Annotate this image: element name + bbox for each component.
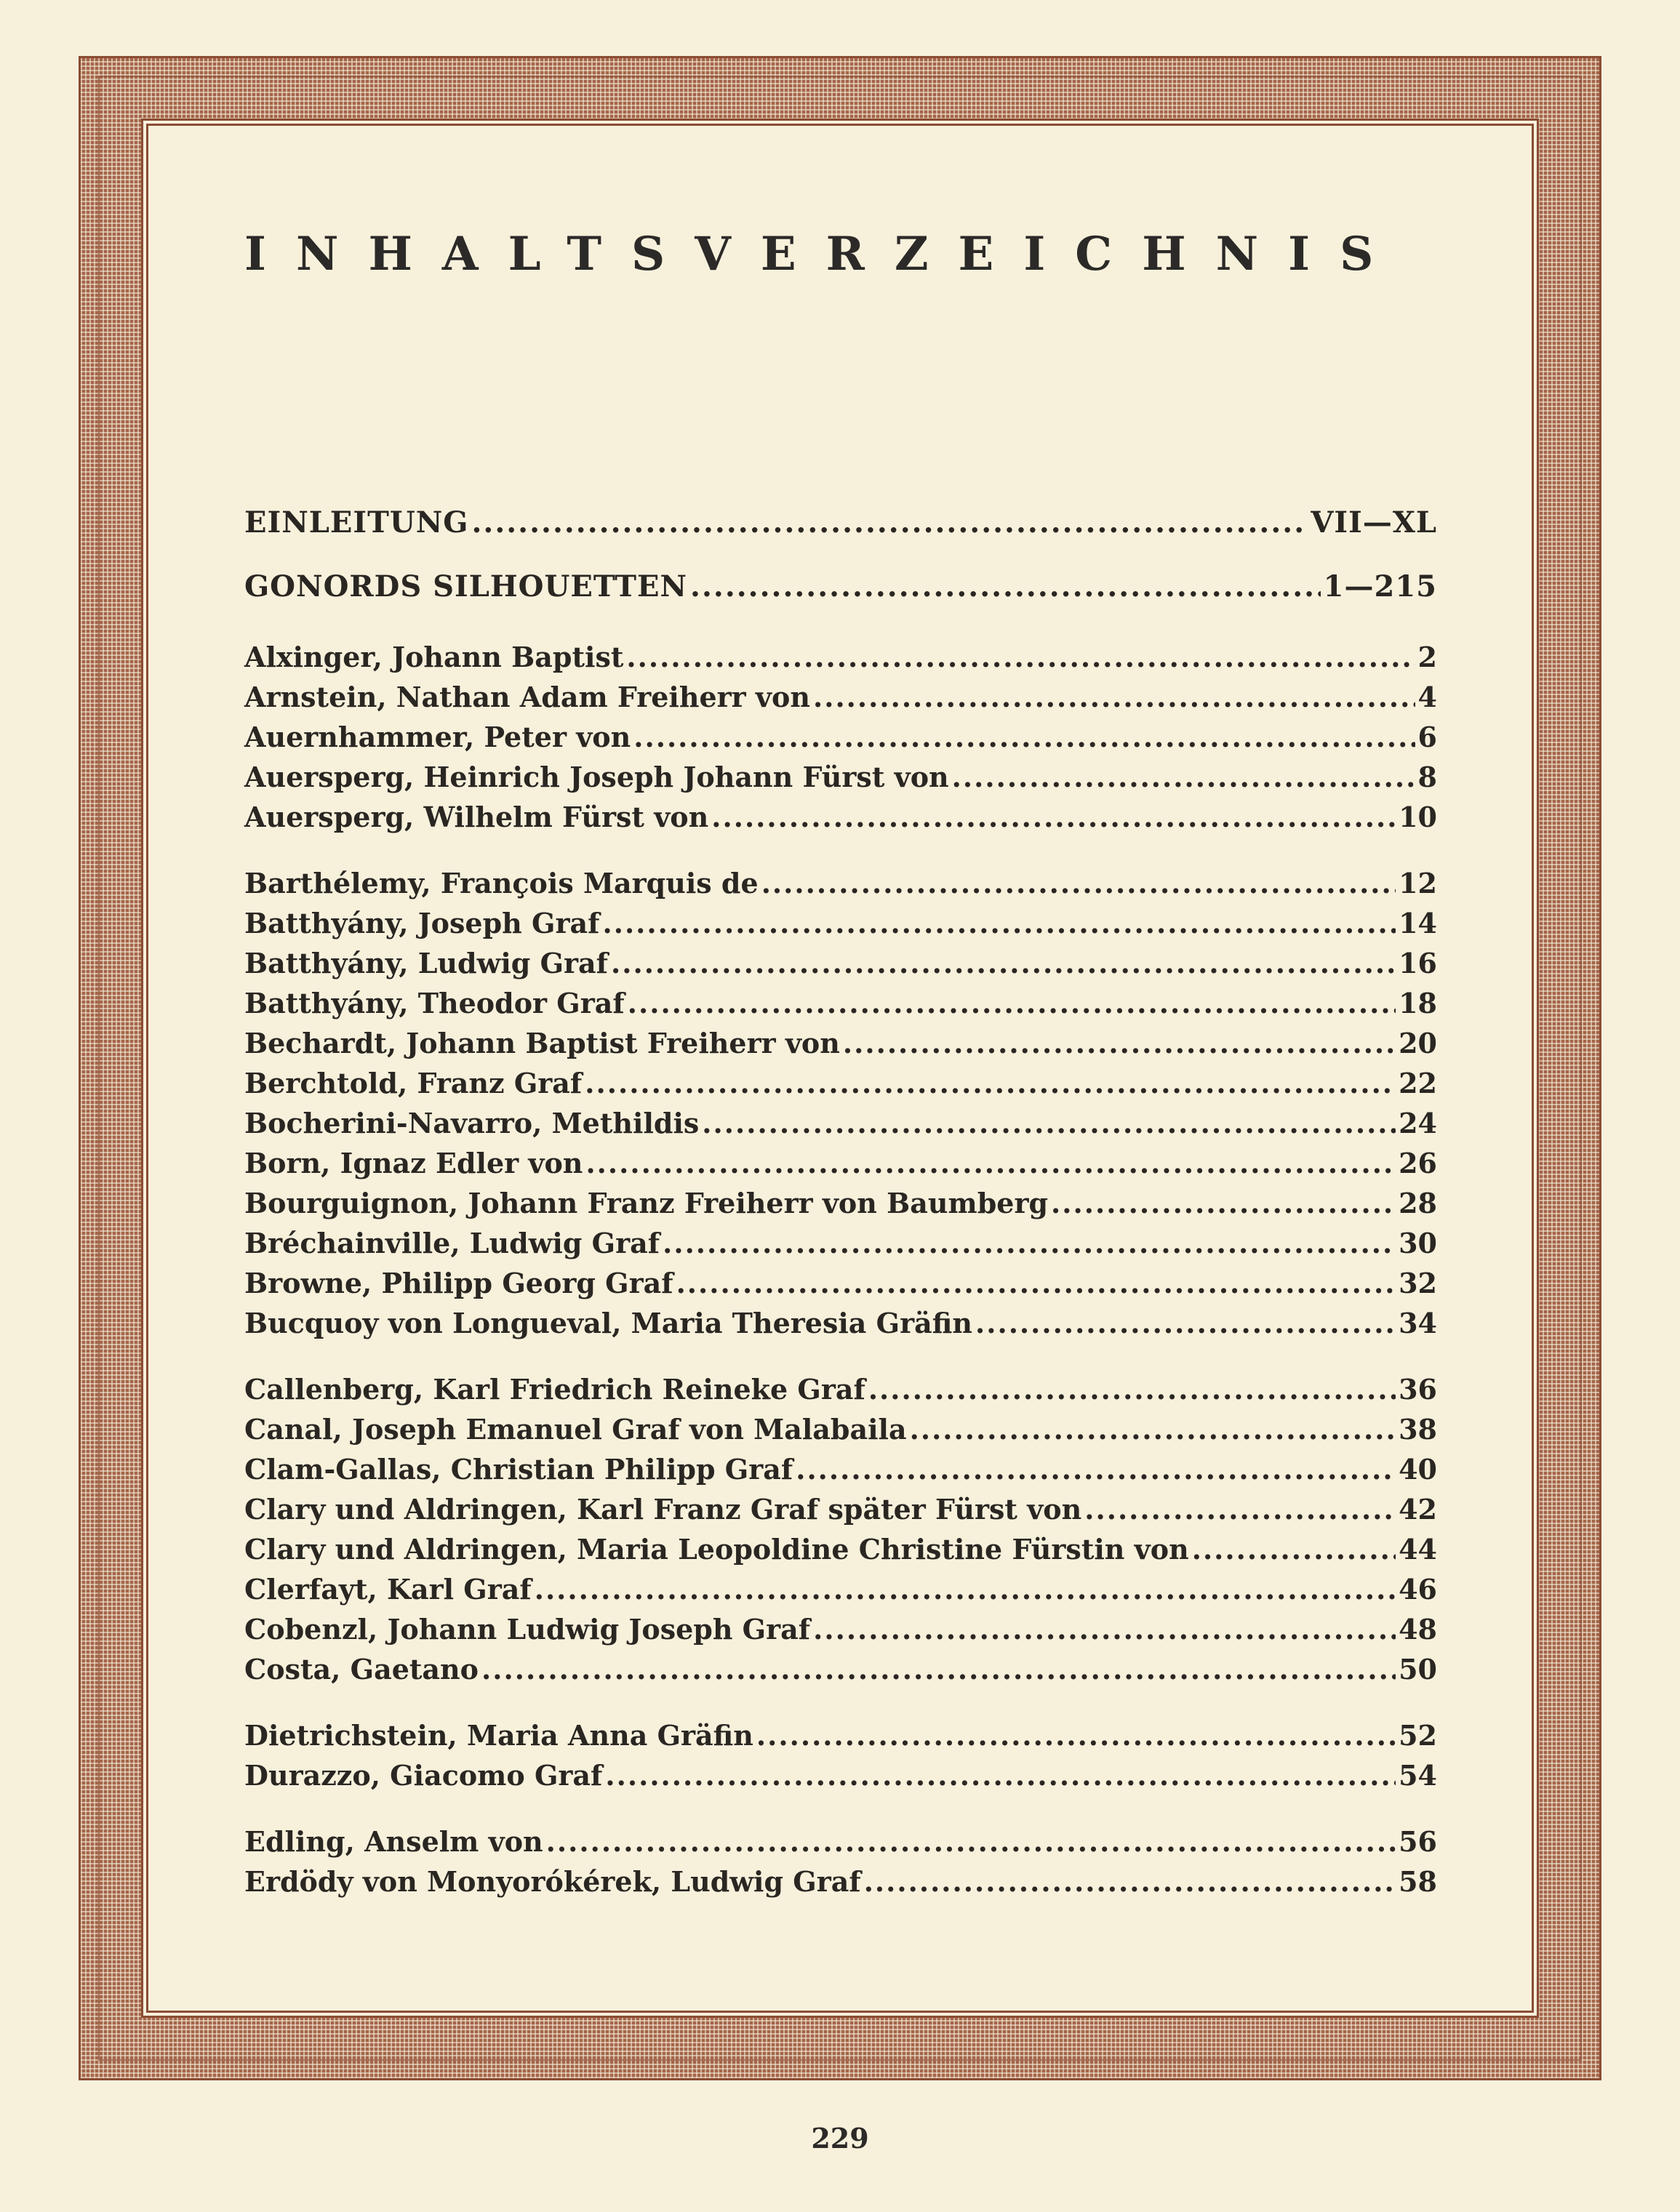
leader-dots bbox=[585, 1143, 1396, 1183]
toc-page: 30 bbox=[1399, 1227, 1437, 1259]
toc-entry bbox=[244, 1715, 1437, 1755]
toc-entry bbox=[244, 1489, 1437, 1529]
leader-dots bbox=[952, 757, 1415, 797]
toc-label: Bucquoy von Longueval, Maria Theresia Gräfin bbox=[244, 1307, 972, 1339]
toc-page: 42 bbox=[1399, 1493, 1437, 1526]
toc-page: 56 bbox=[1399, 1825, 1437, 1858]
toc-page: 12 bbox=[1399, 867, 1437, 899]
toc-group-c bbox=[244, 1369, 1437, 1689]
toc-entry bbox=[244, 1263, 1437, 1303]
toc-page: 38 bbox=[1399, 1413, 1437, 1446]
toc-entry bbox=[244, 637, 1437, 677]
toc-entry bbox=[244, 1649, 1437, 1689]
leader-dots bbox=[602, 903, 1396, 943]
toc-label: Bechardt, Johann Baptist Freiherr von bbox=[244, 1027, 840, 1059]
toc-label: Batthyány, Theodor Graf bbox=[244, 987, 625, 1019]
toc-page: 50 bbox=[1399, 1653, 1437, 1686]
page-number: 229 bbox=[811, 2122, 869, 2155]
toc-page: 10 bbox=[1399, 801, 1437, 833]
toc-entry bbox=[244, 863, 1437, 903]
toc-page: 4 bbox=[1417, 681, 1437, 713]
leader-dots bbox=[796, 1449, 1396, 1489]
toc-label: GONORDS SILHOUETTEN bbox=[244, 569, 688, 604]
toc-group-a bbox=[244, 637, 1437, 837]
toc-label: Clary und Aldringen, Karl Franz Graf später Fürst von bbox=[244, 1493, 1082, 1526]
leader-dots bbox=[843, 1023, 1396, 1063]
leader-dots bbox=[535, 1569, 1396, 1609]
toc-label: Durazzo, Giacomo Graf bbox=[244, 1759, 603, 1792]
toc-page: 22 bbox=[1399, 1067, 1437, 1099]
toc-page: 20 bbox=[1399, 1027, 1437, 1059]
toc-label: Canal, Joseph Emanuel Graf von Malabaila bbox=[244, 1413, 907, 1446]
toc-label: Arnstein, Nathan Adam Freiherr von bbox=[244, 681, 810, 713]
toc-entry bbox=[244, 903, 1437, 943]
toc-group-d bbox=[244, 1715, 1437, 1795]
toc-page: 52 bbox=[1399, 1719, 1437, 1752]
leader-dots bbox=[975, 1303, 1396, 1343]
leader-dots bbox=[761, 863, 1396, 903]
toc-label: Costa, Gaetano bbox=[244, 1653, 479, 1686]
toc-page: 36 bbox=[1399, 1373, 1437, 1406]
leader-dots bbox=[813, 677, 1415, 717]
toc-page: 58 bbox=[1399, 1865, 1437, 1898]
toc-page: 28 bbox=[1399, 1187, 1437, 1219]
toc-page: 6 bbox=[1417, 721, 1437, 753]
toc-page: 24 bbox=[1399, 1107, 1437, 1139]
toc-label: Cobenzl, Johann Ludwig Joseph Graf bbox=[244, 1613, 811, 1646]
toc-label: Bréchainville, Ludwig Graf bbox=[244, 1227, 660, 1259]
toc-entry bbox=[244, 1023, 1437, 1063]
toc-entry bbox=[244, 1063, 1437, 1103]
toc-page: 18 bbox=[1399, 987, 1437, 1019]
toc-entry bbox=[244, 1569, 1437, 1609]
toc-label: Auersperg, Wilhelm Fürst von bbox=[244, 801, 709, 833]
toc-label: Auernhammer, Peter von bbox=[244, 721, 631, 753]
toc-label: Auersperg, Heinrich Joseph Johann Fürst von bbox=[244, 761, 949, 793]
toc-entry bbox=[244, 1223, 1437, 1263]
toc-entry bbox=[244, 1369, 1437, 1409]
toc-label: Clary und Aldringen, Maria Leopoldine Christine Fürstin von bbox=[244, 1533, 1189, 1566]
main-sections bbox=[244, 502, 1437, 608]
toc-main-entry bbox=[244, 502, 1437, 544]
toc-entry bbox=[244, 1529, 1437, 1569]
leader-dots bbox=[611, 943, 1396, 983]
toc-entry bbox=[244, 757, 1437, 797]
toc-entry bbox=[244, 1862, 1437, 1902]
leader-dots bbox=[756, 1715, 1396, 1755]
leader-dots bbox=[864, 1862, 1396, 1902]
leader-dots bbox=[711, 797, 1396, 837]
leader-dots bbox=[626, 637, 1415, 677]
toc-label: Berchtold, Franz Graf bbox=[244, 1067, 583, 1099]
toc-label: Bourguignon, Johann Franz Freiherr von Baumberg bbox=[244, 1187, 1049, 1219]
toc-entry-groups bbox=[244, 637, 1437, 1902]
toc-entry bbox=[244, 1755, 1437, 1795]
leader-dots bbox=[676, 1263, 1396, 1303]
leader-dots bbox=[585, 1063, 1396, 1103]
toc-label: Clerfayt, Karl Graf bbox=[244, 1573, 532, 1606]
leader-dots bbox=[605, 1755, 1396, 1795]
toc-page: 2 bbox=[1417, 641, 1437, 673]
toc-label: Clam-Gallas, Christian Philipp Graf bbox=[244, 1453, 793, 1486]
leader-dots bbox=[628, 983, 1396, 1023]
toc-label: Callenberg, Karl Friedrich Reineke Graf bbox=[244, 1373, 865, 1406]
toc-page: 26 bbox=[1399, 1147, 1437, 1179]
leader-dots bbox=[813, 1609, 1396, 1649]
toc-group-b bbox=[244, 863, 1437, 1343]
toc-page: 32 bbox=[1399, 1267, 1437, 1299]
toc-label: Edling, Anselm von bbox=[244, 1825, 543, 1858]
toc-page: 14 bbox=[1399, 907, 1437, 939]
leader-dots bbox=[868, 1369, 1396, 1409]
table-of-contents bbox=[244, 218, 1437, 1902]
toc-page: 54 bbox=[1399, 1759, 1437, 1792]
toc-label: Browne, Philipp Georg Graf bbox=[244, 1267, 673, 1299]
toc-entry bbox=[244, 1449, 1437, 1489]
toc-label: Batthyány, Ludwig Graf bbox=[244, 947, 609, 979]
leader-dots bbox=[1051, 1183, 1396, 1223]
toc-entry bbox=[244, 943, 1437, 983]
toc-page: 1—215 bbox=[1323, 569, 1437, 604]
leader-dots bbox=[910, 1409, 1396, 1449]
toc-page: 34 bbox=[1399, 1307, 1437, 1339]
leader-dots bbox=[471, 502, 1308, 544]
leader-dots bbox=[663, 1223, 1396, 1263]
toc-entry bbox=[244, 983, 1437, 1023]
toc-page: 16 bbox=[1399, 947, 1437, 979]
toc-page: 46 bbox=[1399, 1573, 1437, 1606]
toc-label: Dietrichstein, Maria Anna Gräfin bbox=[244, 1719, 753, 1752]
leader-dots bbox=[546, 1822, 1396, 1862]
toc-entry bbox=[244, 1409, 1437, 1449]
leader-dots bbox=[481, 1649, 1396, 1689]
toc-page: 40 bbox=[1399, 1453, 1437, 1486]
leader-dots bbox=[1192, 1529, 1396, 1569]
toc-entry bbox=[244, 1609, 1437, 1649]
toc-label: Barthélemy, François Marquis de bbox=[244, 867, 759, 899]
page-title: INHALTSVERZEICHNIS bbox=[244, 227, 1404, 281]
toc-entry bbox=[244, 1103, 1437, 1143]
toc-label: Bocherini-Navarro, Methildis bbox=[244, 1107, 700, 1139]
toc-label: Erdödy von Monyorókérek, Ludwig Graf bbox=[244, 1865, 861, 1898]
toc-entry bbox=[244, 797, 1437, 837]
leader-dots bbox=[1084, 1489, 1396, 1529]
toc-entry bbox=[244, 1143, 1437, 1183]
toc-label: Batthyány, Joseph Graf bbox=[244, 907, 600, 939]
toc-page: 48 bbox=[1399, 1613, 1437, 1646]
leader-dots bbox=[633, 717, 1415, 757]
leader-dots bbox=[702, 1103, 1396, 1143]
toc-entry bbox=[244, 677, 1437, 717]
toc-group-e bbox=[244, 1822, 1437, 1902]
toc-page: VII—XL bbox=[1311, 505, 1437, 540]
toc-entry bbox=[244, 1183, 1437, 1223]
leader-dots bbox=[690, 566, 1321, 608]
toc-page: 8 bbox=[1417, 761, 1437, 793]
toc-entry bbox=[244, 717, 1437, 757]
toc-label: EINLEITUNG bbox=[244, 505, 469, 540]
toc-page: 44 bbox=[1399, 1533, 1437, 1566]
toc-entry bbox=[244, 1303, 1437, 1343]
toc-main-entry bbox=[244, 566, 1437, 608]
toc-label: Born, Ignaz Edler von bbox=[244, 1147, 583, 1179]
toc-entry bbox=[244, 1822, 1437, 1862]
toc-label: Alxinger, Johann Baptist bbox=[244, 641, 624, 673]
